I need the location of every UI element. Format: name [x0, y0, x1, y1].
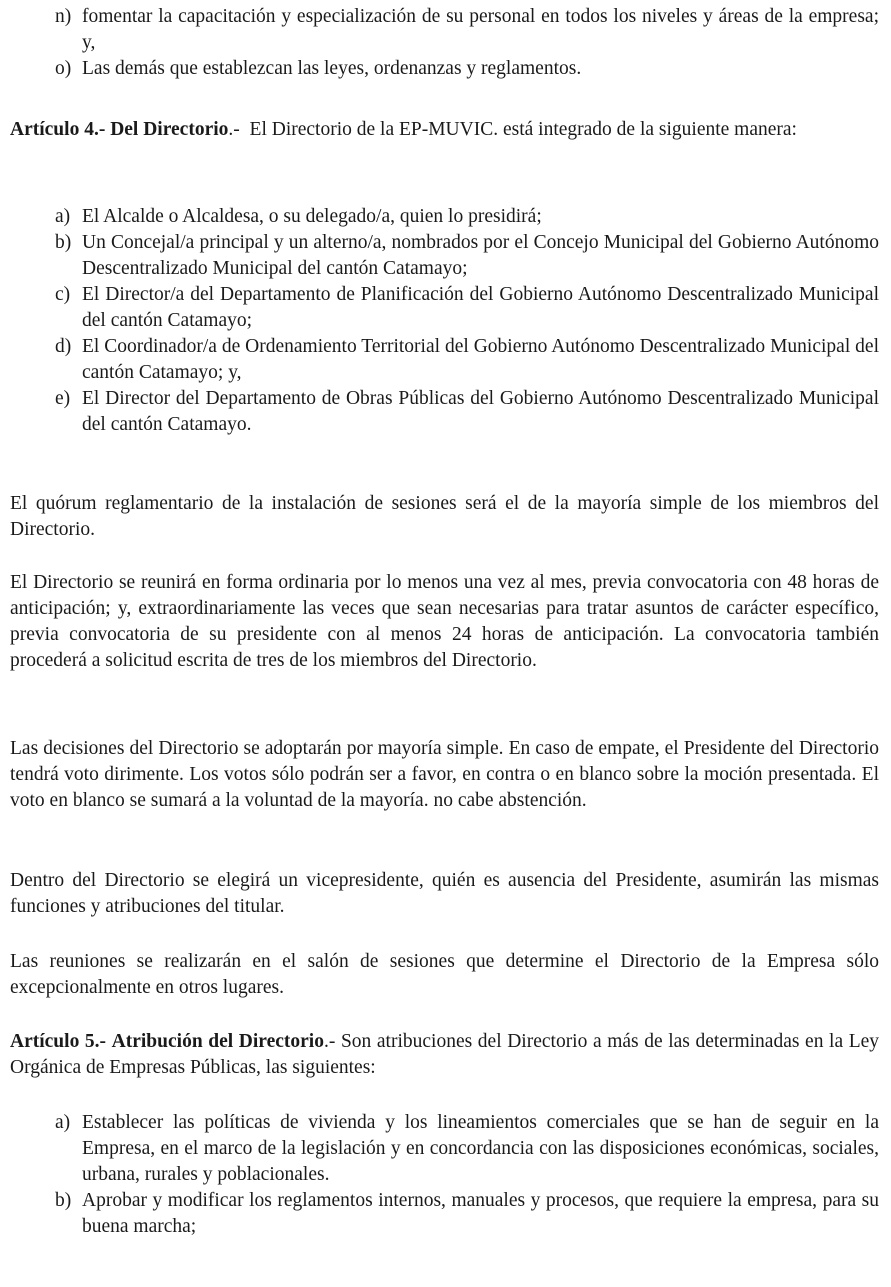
- list-item-text: Un Concejal/a principal y un alterno/a, nombrados por el Concejo Municipal del Gobierno Autónomo Descentralizado Municipal del cantón Catamayo;: [82, 232, 879, 279]
- article-5-intro: [10, 1029, 879, 1081]
- article-4-text: El Directorio de la EP-MUVIC. está integrado de la siguiente manera:: [249, 119, 797, 140]
- article-4-list: [10, 204, 879, 438]
- list-marker: d): [55, 336, 72, 357]
- list-item-text: Aprobar y modificar los reglamentos internos, manuales y procesos, que requiere la empresa, para su buena marcha;: [82, 1190, 879, 1237]
- list-item-text: El Director del Departamento de Obras Públicas del Gobierno Autónomo Descentralizado Municipal del cantón Catamayo.: [82, 388, 879, 435]
- list-marker: a): [55, 206, 71, 227]
- list-item-text: El Director/a del Departamento de Planificación del Gobierno Autónomo Descentralizado Municipal del cantón Catamayo;: [82, 284, 879, 331]
- article-5-dot: .-: [323, 1031, 336, 1052]
- list-item: [10, 56, 879, 82]
- article-4-label: Artículo 4.-: [10, 119, 106, 140]
- list-marker: b): [55, 1190, 72, 1211]
- list-item-text: El Coordinador/a de Ordenamiento Territorial del Gobierno Autónomo Descentralizado Municipal del cantón Catamayo; y,: [82, 336, 879, 383]
- list-item-text: Las demás que establezcan las leyes, ordenanzas y reglamentos.: [82, 58, 582, 79]
- list-item: [10, 1188, 879, 1240]
- list-item: [10, 334, 879, 386]
- list-marker: b): [55, 232, 72, 253]
- article-5-title: Atribución del Directorio: [111, 1031, 324, 1052]
- list-item-text: El Alcalde o Alcaldesa, o su delegado/a, quien lo presidirá;: [82, 206, 542, 227]
- list-item: [10, 386, 879, 438]
- list-marker: n): [55, 6, 72, 27]
- list-marker: o): [55, 58, 72, 79]
- list-marker: a): [55, 1112, 71, 1133]
- article-5-list: [10, 1110, 879, 1240]
- list-item: [10, 204, 879, 230]
- list-item: [10, 282, 879, 334]
- list-marker: e): [55, 388, 71, 409]
- paragraph-meetings: Las reuniones se realizarán en el salón de sesiones que determine el Directorio de la Empresa sólo excepcionalmente en otros lugares.: [10, 951, 879, 998]
- article-5-label: Artículo 5.-: [10, 1031, 107, 1052]
- list-marker: c): [55, 284, 71, 305]
- paragraph-sessions: El Directorio se reunirá en forma ordinaria por lo menos una vez al mes, previa convocatoria con 48 horas de anticipación; y, extraordinariamente las veces que sean necesarias para tratar asuntos de carácter específico, previa convocatoria de su presidente con al menos 24 horas de anticipación. La convocatoria también procederá a solicitud escrita de tres de los miembros del Directorio.: [10, 572, 879, 671]
- paragraph-decisions: Las decisiones del Directorio se adoptarán por mayoría simple. En caso de empate, el Presidente del Directorio tendrá voto dirimente. Los votos sólo podrán ser a favor, en contra o en blanco sobre la moción presentada. El voto en blanco se sumará a la voluntad de la mayoría. no cabe abstención.: [10, 738, 879, 811]
- paragraph-vicepresident: Dentro del Directorio se elegirá un vicepresidente, quién es ausencia del Presidente, asumirán las mismas funciones y atribuciones del titular.: [10, 870, 879, 917]
- list-item-text: fomentar la capacitación y especialización de su personal en todos los niveles y áreas de la empresa; y,: [82, 6, 879, 53]
- list-item-text: Establecer las políticas de vivienda y los lineamientos comerciales que se han de seguir en la Empresa, en el marco de la legislación y en concordancia con las disposiciones económicas, sociales, urbana, rurales y poblacionales.: [82, 1112, 879, 1185]
- article-5-text: Son atribuciones del Directorio a más de las determinadas en la Ley Orgánica de Empresas Públicas, las siguientes:: [10, 1031, 880, 1078]
- list-item: [10, 4, 879, 56]
- paragraph-quorum: El quórum reglamentario de la instalación de sesiones será el de la mayoría simple de los miembros del Directorio.: [10, 493, 879, 540]
- list-item: [10, 230, 879, 282]
- article-4-dot: .-: [228, 119, 240, 140]
- list-top: [10, 4, 879, 82]
- article-4-intro: [10, 117, 879, 143]
- list-item: [10, 1110, 879, 1188]
- article-4-title: Del Directorio: [110, 119, 229, 140]
